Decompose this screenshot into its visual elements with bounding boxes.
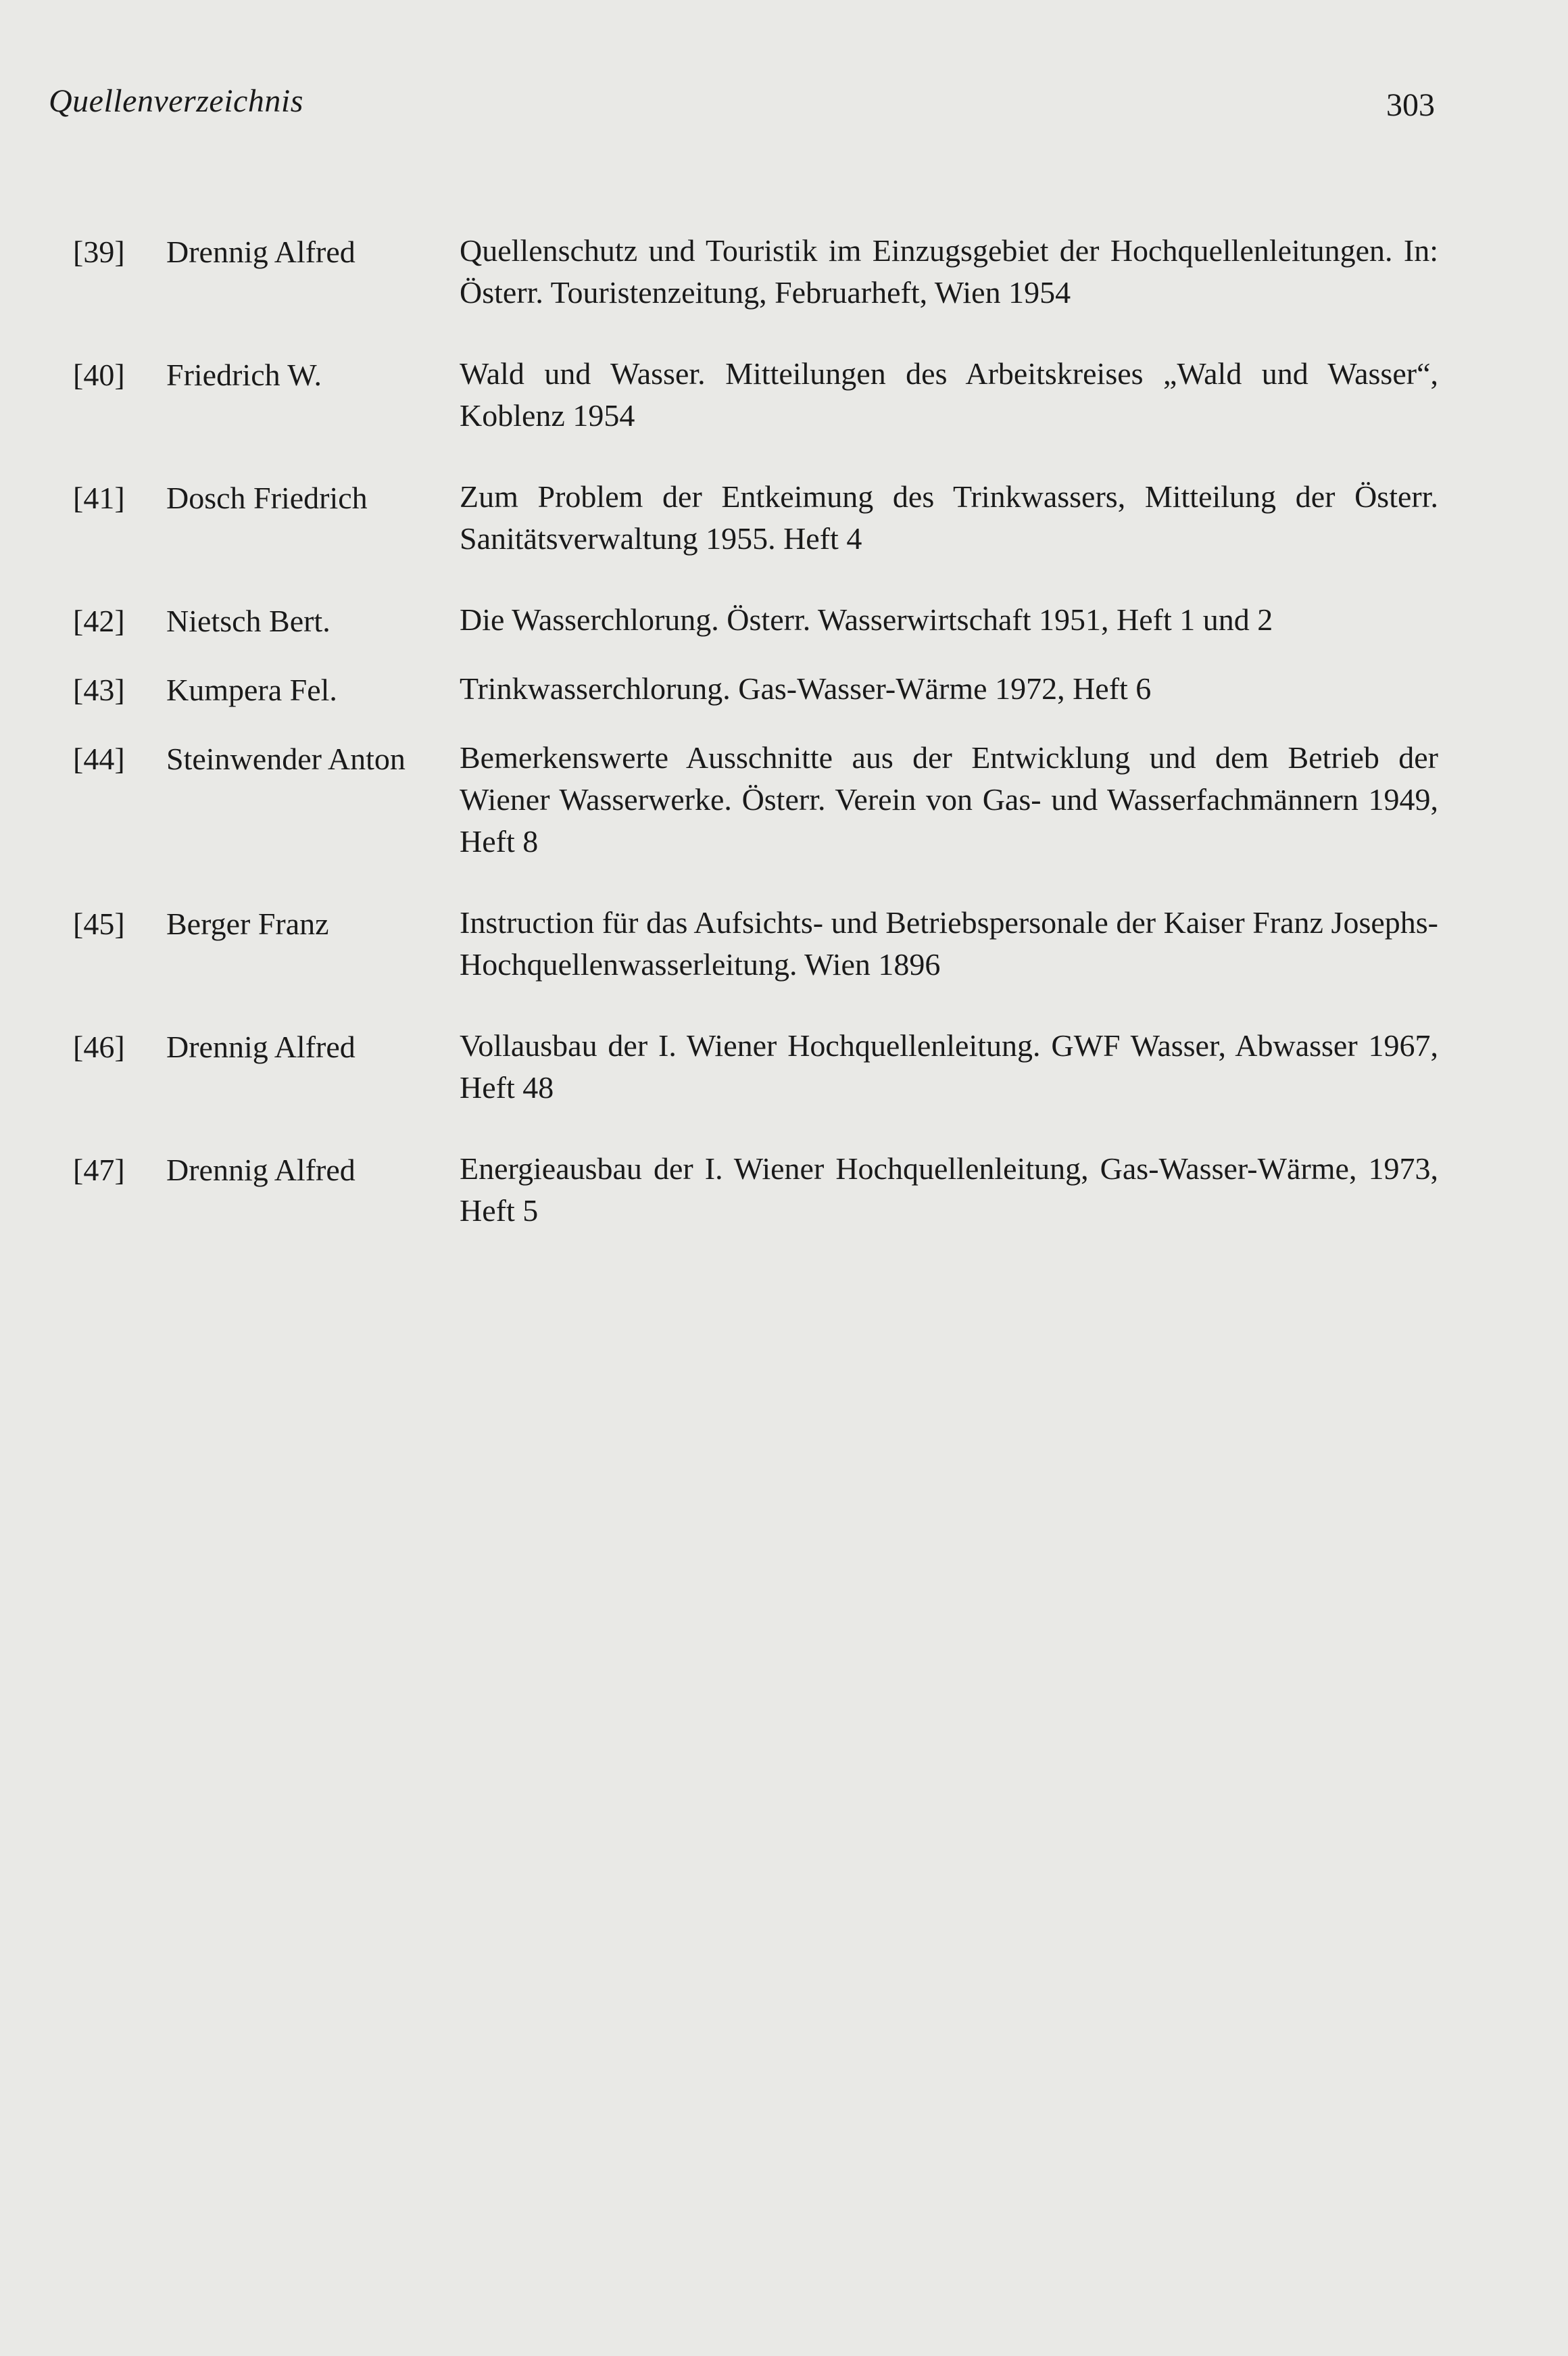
reference-entry [73,353,1438,437]
reference-text: Quellenschutz und Touristik im Einzugsgebiet der Hochquellenleitungen. In: Österr. Touristenzeitung, Februarheft, Wien 1954 [460,233,1438,310]
reference-number: [45] [73,907,125,941]
reference-text: Bemerkenswerte Ausschnitte aus der Entwicklung und dem Betrieb der Wiener Wasserwerke. Österr. Verein von Gas- und Wasserfachmännern 1949, Heft 8 [460,740,1438,859]
reference-number: [39] [73,235,125,269]
reference-text: Wald und Wasser. Mitteilungen des Arbeitskreises „Wald und Wasser“, Koblenz 1954 [460,356,1438,433]
reference-entry [73,902,1438,986]
reference-number: [43] [73,673,125,707]
reference-text: Zum Problem der Entkeimung des Trinkwassers, Mitteilung der Österr. Sanitätsverwaltung 1955. Heft 4 [460,479,1438,556]
reference-text: Vollausbau der I. Wiener Hochquellenleitung. GWF Wasser, Abwasser 1967, Heft 48 [460,1028,1438,1105]
page-number: 303 [1386,87,1435,123]
reference-entry [73,737,1438,863]
reference-text: Die Wasserchlorung. Österr. Wasserwirtschaft 1951, Heft 1 und 2 [460,602,1273,637]
reference-number: [44] [73,742,125,776]
reference-text: Instruction für das Aufsichts- und Betriebspersonale der Kaiser Franz Josephs-Hochquellenwasserleitung. Wien 1896 [460,905,1438,982]
reference-author: Drennig Alfred [166,235,356,269]
reference-author: Friedrich W. [166,358,322,392]
reference-author: Drennig Alfred [166,1153,356,1187]
reference-author: Berger Franz [166,907,329,941]
reference-number: [42] [73,604,125,638]
reference-number: [40] [73,358,125,392]
reference-entry [73,599,1438,641]
reference-entry [73,1025,1438,1109]
reference-author: Dosch Friedrich [166,481,368,515]
reference-author: Kumpera Fel. [166,673,337,707]
reference-entry [73,476,1438,560]
reference-entry [73,230,1438,314]
reference-list [73,230,1438,1271]
reference-entry [73,1148,1438,1232]
reference-author: Steinwender Anton [166,742,406,776]
reference-entry [73,668,1438,710]
reference-number: [47] [73,1153,125,1187]
running-title: Quellenverzeichnis [49,83,303,119]
reference-number: [41] [73,481,125,515]
reference-text: Energieausbau der I. Wiener Hochquellenleitung, Gas-Wasser-Wärme, 1973, Heft 5 [460,1151,1438,1228]
reference-author: Nietsch Bert. [166,604,330,638]
reference-number: [46] [73,1030,125,1064]
reference-author: Drennig Alfred [166,1030,356,1064]
reference-text: Trinkwasserchlorung. Gas-Wasser-Wärme 1972, Heft 6 [460,671,1152,706]
